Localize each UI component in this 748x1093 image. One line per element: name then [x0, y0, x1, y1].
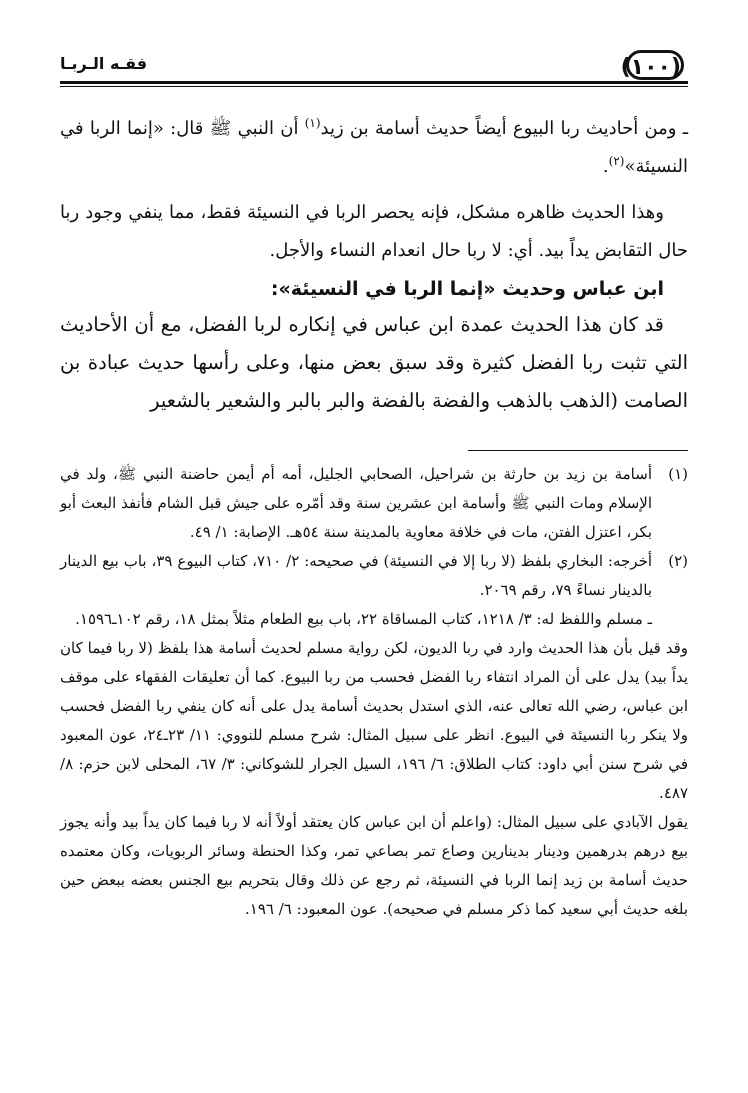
footnote-ref-1: (١) — [304, 116, 321, 130]
footnote-1 — [60, 460, 688, 547]
page-header — [60, 48, 688, 88]
paragraph-problem: وهذا الحديث ظاهره مشكل، فإنه يحصر الربا في النسيئة فقط، مما ينفي وجود ربا حال التقابض يداً بيد. أي: لا ربا حال انعدام النساء والأجل. — [60, 202, 688, 261]
footnote-number: (٢) — [668, 552, 688, 570]
header-rule — [60, 81, 688, 87]
paragraph-hadith-usama — [60, 110, 688, 186]
paragraph-1-cont: أن النبي ﷺ قال: «إنما الربا في النسيئة» — [60, 118, 688, 177]
running-title: فقـه الـربـا — [60, 54, 148, 73]
footnote-paragraph: أخرجه: البخاري بلفظ (لا ربا إلا في النسيئة) في صحيحه: ٢/ ٧١٠، كتاب البيوع ٣٩، باب بيع الدينار بالدينار نساءً ٧٩، رقم ٢٠٦٩. — [60, 552, 653, 599]
footnote-body — [60, 547, 652, 634]
main-text — [60, 110, 688, 428]
footnote-paragraph: أسامة بن زيد بن حارثة بن شراحيل، الصحابي الجليل، أمه أم أيمن حاضنة النبي ﷺ، ولد في الإسلام ومات النبي ﷺ وأسامة ابن عشرين سنة وقد أمّره على جيش قبل الشام فأنفذ البعث أبو بكر، اعتزل الفتن، مات في خلافة معاوية بالمدينة سنة ٥٤هـ. الإصابة: ١/ ٤٩. — [60, 465, 652, 541]
footnote-2 — [60, 547, 688, 634]
footnote-ref-2: (٢) — [608, 154, 625, 168]
footnote-continuation: يقول الآبادي على سبيل المثال: (واعلم أن ابن عباس كان يعتقد أولاً أنه لا ربا فيما كان يداً بيد وأنه يجوز بيع درهم بدرهمين ودينار بدينارين وصاع تمر بصاعي تمر، وكذا الحنطة وسائر الربويات، وكان معتمده حديث أسامة بن زيد إنما الربا في النسيئة، ثم رجع عن ذلك وقال بتحريم بيع الجنس بعضه ببعض حين بلغه حديث أبي سعيد كما ذكر مسلم في صحيحه). عون المعبود: ٦/ ١٩٦. — [60, 813, 688, 918]
footnotes — [60, 460, 688, 924]
footnote-paragraph: ـ مسلم واللفظ له: ٣/ ١٢١٨، كتاب المساقاة ٢٢، باب بيع الطعام مثلاً بمثل ١٨، رقم ١٠٢ـ١٥٩٦. — [75, 610, 652, 628]
footnote-continuation: وقد قيل بأن هذا الحديث وارد في ربا الديون، لكن رواية مسلم لحديث أسامة هذا بلفظ (لا ربا فيما كان يداً بيد) يدل على أن المراد انتفاء ربا الفضل فحسب من ربا البيوع. كما أن تعليقات الفقهاء على موقف ابن عباس، رضي الله تعالى عنه، الذي استدل بحديث أسامة يدل على أنه كان ينفي ربا الفضل فحسب ولا ينكر ربا النسيئة في البيوع. انظر على سبيل المثال: شرح مسلم للنووي: ١١/ ٢٣ـ٢٤، عون المعبود في شرح سنن أبي داود: كتاب الطلاق: ٦/ ١٩٦، السيل الجرار للشوكاني: ٣/ ٦٧، المحلى لابن حزم: ٨/ ٤٨٧. — [60, 639, 689, 802]
paragraph-1-end: . — [602, 156, 609, 177]
footnote-separator — [468, 450, 688, 451]
footnote-body — [60, 460, 652, 547]
footnote-number: (١) — [668, 465, 688, 483]
paragraph-ibn-abbas: قد كان هذا الحديث عمدة ابن عباس في إنكاره لربا الفضل، مع أن الأحاديث التي تثبت ربا الفضل كثيرة وقد سبق بعض منها، وعلى رأسها حديث عبادة بن الصامت (الذهب بالذهب والفضة بالفضة والبر بالبر والشعير بالشعير — [60, 313, 688, 412]
section-heading: ابن عباس وحديث «إنما الربا في النسيئة»: — [270, 278, 664, 300]
page-number: (١٠٠) — [626, 50, 684, 80]
paragraph-1-text: ـ ومن أحاديث ربا البيوع أيضاً حديث أسامة بن زيد — [320, 118, 689, 139]
